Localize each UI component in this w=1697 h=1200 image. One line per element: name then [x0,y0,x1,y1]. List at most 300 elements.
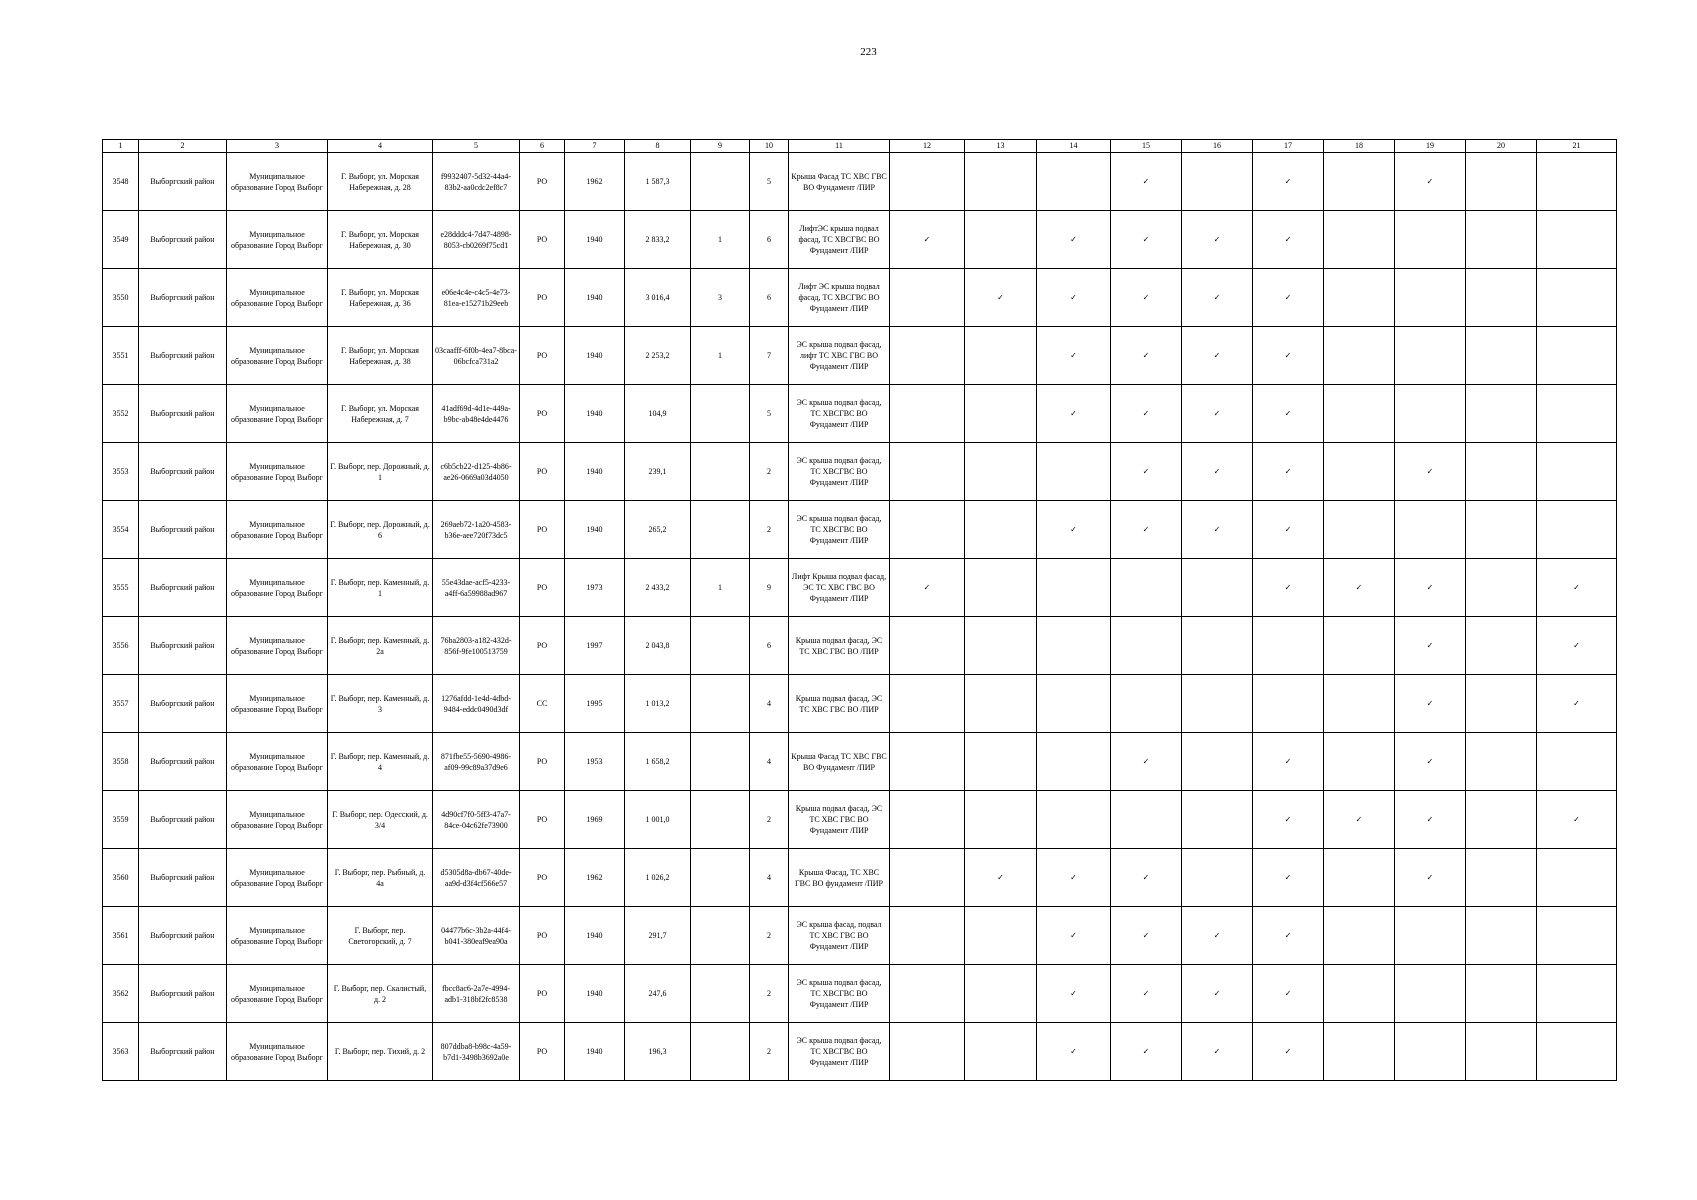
check-cell-19 [1395,791,1466,849]
check-cell-18 [1324,675,1395,733]
ownership-type-cell: РО [520,501,565,559]
check-cell-21 [1537,443,1617,501]
check-cell-20 [1466,269,1537,327]
check-cell-14 [1037,327,1111,385]
check-cell-14 [1037,385,1111,443]
works-list-cell: Крыша подвал фасад, ЭС ТС ХВС ГВС ВО Фундамент /ПИР [789,791,890,849]
check-cell-15 [1111,849,1182,907]
checkmark-icon: ✓ [1142,467,1150,476]
check-cell-12 [890,617,965,675]
check-cell-12 [890,211,965,269]
check-cell-19 [1395,733,1466,791]
district-cell: Выборгский район [139,211,227,269]
col-10-value-cell: 5 [750,153,789,211]
check-cell-12 [890,675,965,733]
check-cell-16 [1182,965,1253,1023]
column-header-1: 1 [103,140,139,153]
works-list-cell: Крыша Фасад, ТС ХВС ГВС ВО фундамент /ПИР [789,849,890,907]
checkmark-icon: ✓ [1284,409,1292,418]
ownership-type-cell: РО [520,617,565,675]
works-list-cell: ЭС крыша подвал фасад, ТС ХВСГВС ВО Фундамент /ПИР [789,965,890,1023]
works-list-cell: Крыша Фасад ТС ХВС ГВС ВО Фундамент /ПИР [789,733,890,791]
check-cell-19 [1395,559,1466,617]
column-header-12: 12 [890,140,965,153]
check-cell-12 [890,849,965,907]
row-number-cell: 3556 [103,617,139,675]
check-cell-15 [1111,675,1182,733]
checkmark-icon: ✓ [1426,699,1434,708]
check-cell-14 [1037,849,1111,907]
check-cell-17 [1253,675,1324,733]
col-10-value-cell: 4 [750,675,789,733]
works-list-cell: ЭС крыша фасад, подвал ТС ХВС ГВС ВО Фундамент /ПИР [789,907,890,965]
check-cell-16 [1182,443,1253,501]
column-header-10: 10 [750,140,789,153]
table-row [103,327,1617,385]
check-cell-20 [1466,965,1537,1023]
check-cell-18 [1324,559,1395,617]
check-cell-19 [1395,849,1466,907]
check-cell-13 [965,791,1037,849]
total-area-cell: 1 658,2 [625,733,691,791]
check-cell-17 [1253,907,1324,965]
district-cell: Выборгский район [139,327,227,385]
table-row [103,1023,1617,1081]
checkmark-icon: ✓ [1573,583,1580,592]
column-header-4: 4 [328,140,433,153]
check-cell-21 [1537,501,1617,559]
check-cell-17 [1253,1023,1324,1081]
col-9-value-cell: 3 [691,269,750,327]
ownership-type-cell: РО [520,907,565,965]
checkmark-icon: ✓ [1142,989,1150,998]
check-cell-17 [1253,559,1324,617]
works-list-cell: ЭС крыша подвал фасад, ТС ХВСГВС ВО Фундамент /ПИР [789,1023,890,1081]
row-number-cell: 3548 [103,153,139,211]
address-cell: Г. Выборг, ул. Морская Набережная, д. 38 [328,327,433,385]
ownership-type-cell: РО [520,443,565,501]
build-year-cell: 1940 [565,501,625,559]
col-9-value-cell [691,791,750,849]
check-cell-12 [890,907,965,965]
district-cell: Выборгский район [139,849,227,907]
check-cell-13 [965,617,1037,675]
check-cell-21 [1537,211,1617,269]
checkmark-icon: ✓ [1070,931,1077,940]
col-9-value-cell [691,153,750,211]
checkmark-icon: ✓ [1426,641,1434,650]
check-cell-18 [1324,211,1395,269]
check-cell-16 [1182,617,1253,675]
check-cell-13 [965,327,1037,385]
check-cell-14 [1037,675,1111,733]
table-row [103,675,1617,733]
municipality-cell: Муниципальное образование Город Выборг [227,443,328,501]
check-cell-14 [1037,559,1111,617]
address-cell: Г. Выборг, пер. Каменный, д. 2а [328,617,433,675]
col-9-value-cell [691,443,750,501]
check-cell-18 [1324,501,1395,559]
build-year-cell: 1940 [565,269,625,327]
checkmark-icon: ✓ [1070,409,1077,418]
check-cell-20 [1466,849,1537,907]
check-cell-12 [890,733,965,791]
build-year-cell: 1940 [565,211,625,269]
table-row [103,791,1617,849]
column-header-2: 2 [139,140,227,153]
check-cell-12 [890,443,965,501]
checkmark-icon: ✓ [1213,293,1221,302]
row-number-cell: 3553 [103,443,139,501]
address-cell: Г. Выборг, ул. Морская Набережная, д. 30 [328,211,433,269]
checkmark-icon: ✓ [1284,177,1292,186]
check-cell-18 [1324,733,1395,791]
address-cell: Г. Выборг, пер. Одесский, д. 3/4 [328,791,433,849]
ownership-type-cell: РО [520,153,565,211]
col-10-value-cell: 6 [750,617,789,675]
total-area-cell: 247,6 [625,965,691,1023]
check-cell-21 [1537,675,1617,733]
check-cell-13 [965,965,1037,1023]
col-9-value-cell [691,501,750,559]
check-cell-12 [890,791,965,849]
check-cell-21 [1537,327,1617,385]
check-cell-15 [1111,1023,1182,1081]
works-list-cell: Лифт Крыша подвал фасад, ЭС ТС ХВС ГВС ВО Фундамент /ПИР [789,559,890,617]
checkmark-icon: ✓ [1573,815,1580,824]
check-cell-12 [890,559,965,617]
check-cell-20 [1466,501,1537,559]
district-cell: Выборгский район [139,501,227,559]
check-cell-12 [890,327,965,385]
col-9-value-cell [691,965,750,1023]
check-cell-18 [1324,907,1395,965]
page-number: 223 [860,46,877,58]
works-list-cell: ЭС крыша подвал фасад, ТС ХВСГВС ВО Фундамент /ПИР [789,385,890,443]
works-list-cell: Крыша подвал фасад, ЭС ТС ХВС ГВС ВО /ПИР [789,675,890,733]
check-cell-12 [890,501,965,559]
district-cell: Выборгский район [139,733,227,791]
check-cell-20 [1466,617,1537,675]
checkmark-icon: ✓ [1284,467,1292,476]
check-cell-16 [1182,849,1253,907]
house-guid-cell: 807ddba8-b98c-4a59-b7d1-3498b3692a0e [433,1023,520,1081]
check-cell-17 [1253,443,1324,501]
row-number-cell: 3549 [103,211,139,269]
works-list-cell: ЛифтЭС крыша подвал фасад, ТС ХВСГВС ВО Фундамент /ПИР [789,211,890,269]
column-header-16: 16 [1182,140,1253,153]
build-year-cell: 1940 [565,965,625,1023]
check-cell-18 [1324,269,1395,327]
row-number-cell: 3557 [103,675,139,733]
check-cell-12 [890,1023,965,1081]
check-cell-21 [1537,733,1617,791]
check-cell-19 [1395,1023,1466,1081]
address-cell: Г. Выборг, пер. Светогорский, д. 7 [328,907,433,965]
check-cell-16 [1182,211,1253,269]
check-cell-15 [1111,153,1182,211]
works-list-cell: Крыша Фасад ТС ХВС ГВС ВО Фундамент /ПИР [789,153,890,211]
check-cell-13 [965,153,1037,211]
check-cell-14 [1037,443,1111,501]
col-10-value-cell: 2 [750,443,789,501]
total-area-cell: 1 001,0 [625,791,691,849]
row-number-cell: 3561 [103,907,139,965]
check-cell-12 [890,965,965,1023]
table-row [103,965,1617,1023]
address-cell: Г. Выборг, пер. Каменный, д. 3 [328,675,433,733]
house-guid-cell: 269aeb72-1a20-4583-b36e-aee720f73dc5 [433,501,520,559]
checkmark-icon: ✓ [1070,873,1077,882]
check-cell-20 [1466,791,1537,849]
check-cell-19 [1395,269,1466,327]
district-cell: Выборгский район [139,385,227,443]
checkmark-icon: ✓ [1070,525,1077,534]
total-area-cell: 196,3 [625,1023,691,1081]
check-cell-13 [965,269,1037,327]
checkmark-icon: ✓ [1142,235,1150,244]
check-cell-21 [1537,617,1617,675]
check-cell-18 [1324,385,1395,443]
check-cell-14 [1037,269,1111,327]
municipality-cell: Муниципальное образование Город Выборг [227,1023,328,1081]
check-cell-21 [1537,1023,1617,1081]
check-cell-16 [1182,675,1253,733]
check-cell-18 [1324,1023,1395,1081]
table-row [103,559,1617,617]
check-cell-20 [1466,385,1537,443]
check-cell-12 [890,269,965,327]
check-cell-16 [1182,153,1253,211]
house-guid-cell: 41adf69d-4d1e-449a-b9bc-ab48e4de4476 [433,385,520,443]
table-body [103,153,1617,1081]
check-cell-20 [1466,211,1537,269]
checkmark-icon: ✓ [1284,873,1292,882]
check-cell-19 [1395,501,1466,559]
column-header-19: 19 [1395,140,1466,153]
district-cell: Выборгский район [139,907,227,965]
check-cell-12 [890,153,965,211]
build-year-cell: 1962 [565,153,625,211]
ownership-type-cell: РО [520,849,565,907]
checkmark-icon: ✓ [1070,989,1077,998]
build-year-cell: 1969 [565,791,625,849]
house-guid-cell: 1276afdd-1e4d-4dbd-9484-eddc0490d3df [433,675,520,733]
check-cell-17 [1253,211,1324,269]
check-cell-15 [1111,327,1182,385]
check-cell-16 [1182,385,1253,443]
check-cell-19 [1395,443,1466,501]
address-cell: Г. Выборг, пер. Каменный, д. 4 [328,733,433,791]
check-cell-13 [965,733,1037,791]
district-cell: Выборгский район [139,675,227,733]
check-cell-17 [1253,153,1324,211]
check-cell-21 [1537,849,1617,907]
ownership-type-cell: РО [520,1023,565,1081]
check-cell-19 [1395,153,1466,211]
total-area-cell: 104,9 [625,385,691,443]
checkmark-icon: ✓ [1142,351,1150,360]
checkmark-icon: ✓ [1213,235,1221,244]
checkmark-icon: ✓ [1426,583,1434,592]
check-cell-17 [1253,617,1324,675]
check-cell-20 [1466,1023,1537,1081]
checkmark-icon: ✓ [1070,1047,1077,1056]
total-area-cell: 1 013,2 [625,675,691,733]
column-header-7: 7 [565,140,625,153]
build-year-cell: 1995 [565,675,625,733]
check-cell-18 [1324,153,1395,211]
build-year-cell: 1940 [565,385,625,443]
check-cell-14 [1037,501,1111,559]
district-cell: Выборгский район [139,965,227,1023]
address-cell: Г. Выборг, пер. Рыбный, д. 4а [328,849,433,907]
check-cell-12 [890,385,965,443]
checkmark-icon: ✓ [923,235,931,244]
checkmark-icon: ✓ [1213,931,1221,940]
col-9-value-cell [691,907,750,965]
col-10-value-cell: 2 [750,501,789,559]
check-cell-13 [965,559,1037,617]
ownership-type-cell: РО [520,559,565,617]
build-year-cell: 1940 [565,907,625,965]
checkmark-icon: ✓ [1142,293,1150,302]
col-9-value-cell: 1 [691,559,750,617]
row-number-cell: 3551 [103,327,139,385]
house-guid-cell: 03caafff-6f0b-4ea7-8bca-06bcfca731a2 [433,327,520,385]
column-header-13: 13 [965,140,1037,153]
check-cell-15 [1111,965,1182,1023]
check-cell-19 [1395,327,1466,385]
house-guid-cell: c6b5cb22-d125-4b86-ae26-0669a03d4050 [433,443,520,501]
table-row [103,269,1617,327]
check-cell-13 [965,1023,1037,1081]
ownership-type-cell: СС [520,675,565,733]
address-cell: Г. Выборг, пер. Тихий, д. 2 [328,1023,433,1081]
municipality-cell: Муниципальное образование Город Выборг [227,501,328,559]
check-cell-18 [1324,849,1395,907]
municipality-cell: Муниципальное образование Город Выборг [227,791,328,849]
column-header-8: 8 [625,140,691,153]
col-10-value-cell: 5 [750,385,789,443]
check-cell-21 [1537,791,1617,849]
address-cell: Г. Выборг, пер. Дорожный, д. 1 [328,443,433,501]
check-cell-21 [1537,269,1617,327]
municipality-cell: Муниципальное образование Город Выборг [227,269,328,327]
municipality-cell: Муниципальное образование Город Выборг [227,617,328,675]
municipality-cell: Муниципальное образование Город Выборг [227,675,328,733]
col-9-value-cell [691,385,750,443]
row-number-cell: 3555 [103,559,139,617]
column-header-18: 18 [1324,140,1395,153]
checkmark-icon: ✓ [1213,351,1221,360]
checkmark-icon: ✓ [1213,409,1221,418]
house-guid-cell: fbcc8ac6-2a7e-4994-adb1-318bf2fc8538 [433,965,520,1023]
district-cell: Выборгский район [139,153,227,211]
check-cell-21 [1537,965,1617,1023]
table-row [103,443,1617,501]
check-cell-14 [1037,733,1111,791]
checkmark-icon: ✓ [1573,641,1580,650]
check-cell-15 [1111,443,1182,501]
check-cell-13 [965,211,1037,269]
checkmark-icon: ✓ [1142,177,1150,186]
checkmark-icon: ✓ [1426,815,1434,824]
house-guid-cell: 76ba2803-a182-432d-856f-9fe100513759 [433,617,520,675]
check-cell-15 [1111,907,1182,965]
check-cell-20 [1466,733,1537,791]
checkmark-icon: ✓ [1284,525,1292,534]
check-cell-21 [1537,559,1617,617]
col-10-value-cell: 2 [750,1023,789,1081]
row-number-cell: 3558 [103,733,139,791]
build-year-cell: 1940 [565,327,625,385]
check-cell-15 [1111,733,1182,791]
ownership-type-cell: РО [520,211,565,269]
total-area-cell: 239,1 [625,443,691,501]
house-guid-cell: 04477b6c-3b2a-44f4-b041-380eaf9ea90a [433,907,520,965]
col-10-value-cell: 9 [750,559,789,617]
checkmark-icon: ✓ [1142,873,1150,882]
check-cell-17 [1253,327,1324,385]
address-cell: Г. Выборг, ул. Морская Набережная, д. 7 [328,385,433,443]
check-cell-13 [965,907,1037,965]
check-cell-14 [1037,965,1111,1023]
col-9-value-cell [691,733,750,791]
address-cell: Г. Выборг, пер. Скалистый, д. 2 [328,965,433,1023]
checkmark-icon: ✓ [1284,931,1292,940]
row-number-cell: 3550 [103,269,139,327]
check-cell-17 [1253,269,1324,327]
district-cell: Выборгский район [139,443,227,501]
works-list-cell: Лифт ЭС крыша подвал фасад, ТС ХВСГВС ВО Фундамент /ПИР [789,269,890,327]
checkmark-icon: ✓ [1426,467,1434,476]
address-cell: Г. Выборг, ул. Морская Набережная, д. 28 [328,153,433,211]
check-cell-14 [1037,153,1111,211]
header-row [103,140,1617,153]
col-9-value-cell [691,617,750,675]
checkmark-icon: ✓ [1284,583,1292,592]
house-guid-cell: 55e43dae-acf5-4233-a4ff-6a59988ad967 [433,559,520,617]
check-cell-14 [1037,907,1111,965]
col-9-value-cell [691,1023,750,1081]
check-cell-15 [1111,617,1182,675]
municipality-cell: Муниципальное образование Город Выборг [227,849,328,907]
table-row [103,153,1617,211]
works-list-cell: ЭС крыша подвал фасад, лифт ТС ХВС ГВС ВО Фундамент /ПИР [789,327,890,385]
check-cell-16 [1182,269,1253,327]
check-cell-20 [1466,907,1537,965]
row-number-cell: 3560 [103,849,139,907]
house-guid-cell: e28dddc4-7d47-4898-8053-cb0269f75cd1 [433,211,520,269]
district-cell: Выборгский район [139,617,227,675]
col-10-value-cell: 2 [750,965,789,1023]
municipality-cell: Муниципальное образование Город Выборг [227,327,328,385]
ownership-type-cell: РО [520,965,565,1023]
checkmark-icon: ✓ [1355,583,1363,592]
table-row [103,849,1617,907]
table-row [103,385,1617,443]
check-cell-18 [1324,327,1395,385]
col-10-value-cell: 6 [750,269,789,327]
check-cell-18 [1324,617,1395,675]
check-cell-17 [1253,385,1324,443]
check-cell-17 [1253,733,1324,791]
checkmark-icon: ✓ [1284,1047,1292,1056]
checkmark-icon: ✓ [1355,815,1363,824]
municipality-cell: Муниципальное образование Город Выборг [227,907,328,965]
municipality-cell: Муниципальное образование Город Выборг [227,211,328,269]
